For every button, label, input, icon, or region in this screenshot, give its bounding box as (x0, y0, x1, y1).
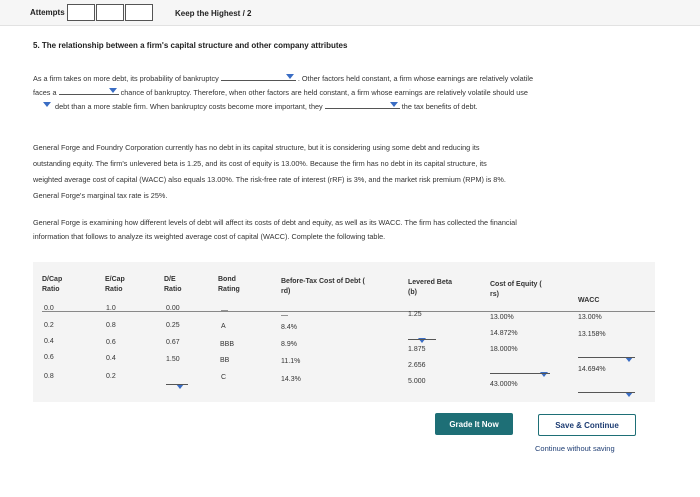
de-ratio-dropdown[interactable] (176, 376, 184, 394)
continue-without-saving-link[interactable]: Continue without saving (535, 444, 615, 453)
header-wacc: WACC (578, 297, 600, 304)
p3-line-2: information that follows to analyze its weighted average cost of capital (WACC). Complete the following table. (33, 232, 386, 241)
p1-text-4: chance of bankruptcy. Therefore, when other factors are held constant, a firm whose earnings are relatively volatile should use (120, 88, 528, 97)
cell-btcd: 8.4% (281, 324, 297, 331)
chevron-down-icon (286, 74, 294, 79)
cell-coe: 43.000% (490, 381, 518, 388)
tax-benefit-dropdown[interactable] (325, 100, 400, 109)
save-and-continue-button[interactable]: Save & Continue (538, 414, 636, 436)
paragraph-1 (33, 72, 663, 114)
header-de: D/E Ratio (164, 276, 182, 293)
cell-coe: 14.872% (490, 330, 518, 337)
p1-text-6: the tax benefits of debt. (401, 102, 478, 111)
question-title: 5. The relationship between a firm's capital structure and other company attributes (33, 41, 348, 50)
cell-bond: BBB (220, 341, 235, 348)
cell-bond: C (221, 374, 227, 381)
answer-underline (166, 384, 188, 385)
cell-dcap: 0.2 (44, 322, 54, 329)
cell-coe: 18.000% (490, 346, 518, 353)
cell-bond: A (221, 323, 226, 330)
cell-btcd: — (281, 312, 288, 319)
answer-underline (490, 373, 550, 374)
bankruptcy-probability-dropdown[interactable] (221, 72, 296, 81)
cell-de: 0.00 (166, 305, 180, 312)
chevron-down-icon (109, 88, 117, 93)
p1-text-3: faces a (33, 88, 57, 97)
header-before-tax-cost: Before-Tax Cost of Debt ( rd) (281, 278, 365, 295)
cell-dcap: 0.4 (44, 338, 54, 345)
p1-text-5: debt than a more stable firm. When bankruptcy costs become more important, they (55, 102, 323, 111)
cell-ecap: 1.0 (106, 305, 116, 312)
header-levered-beta: Levered Beta (b) (408, 279, 452, 296)
cell-btcd: 11.1% (281, 358, 301, 365)
volatile-chance-dropdown[interactable] (59, 86, 119, 95)
cell-ecap: 0.8 (106, 322, 116, 329)
cell-ecap: 0.4 (106, 355, 116, 362)
p2-line-1: General Forge and Foundry Corporation currently has no debt in its capital structure, but it is considering using some debt and reducing its (33, 143, 480, 152)
p2-line-3: weighted average cost of capital (WACC) also equals 13.00%. The risk-free rate of interest (rRF) is 3%, and the market risk premium (RPM) is 8%. (33, 175, 506, 184)
answer-underline (578, 357, 635, 358)
debt-amount-dropdown[interactable] (33, 100, 53, 109)
cell-wacc: 14.694% (578, 366, 606, 373)
wacc-dropdown-1[interactable] (625, 349, 633, 367)
keep-highest-label: Keep the Highest / 2 (175, 9, 252, 18)
paragraph-2 (33, 140, 663, 204)
header-ecap: E/Cap Ratio (105, 276, 125, 293)
p3-line-1: General Forge is examining how different levels of debt will affect its costs of debt and equity, as well as its WACC. The firm has collected the financial (33, 218, 517, 227)
p2-line-4: General Forge's marginal tax rate is 25%. (33, 191, 168, 200)
cell-beta: 1.875 (408, 346, 426, 353)
grade-it-now-button[interactable]: Grade It Now (435, 413, 513, 435)
cell-bond: — (221, 307, 228, 314)
attempts-label: Attempts (30, 8, 65, 17)
cell-de: 0.25 (166, 322, 180, 329)
header-divider (42, 311, 655, 312)
cell-de: 0.67 (166, 339, 180, 346)
header-bond: Bond Rating (218, 276, 240, 293)
chevron-down-icon (390, 102, 398, 107)
cell-dcap: 0.0 (44, 305, 54, 312)
p1-text-1: As a firm takes on more debt, its probability of bankruptcy (33, 74, 219, 83)
attempt-box-3 (125, 4, 153, 21)
attempt-box-2 (96, 4, 124, 21)
cell-beta: 1.25 (408, 311, 422, 318)
header-dcap: D/Cap Ratio (42, 276, 63, 293)
wacc-dropdown-2[interactable] (625, 384, 633, 402)
cell-btcd: 14.3% (281, 376, 301, 383)
cell-wacc: 13.00% (578, 314, 602, 321)
cell-beta: 2.656 (408, 362, 426, 369)
cell-beta: 5.000 (408, 378, 426, 385)
cell-de: 1.50 (166, 356, 180, 363)
cell-btcd: 8.9% (281, 341, 297, 348)
cell-dcap: 0.6 (44, 354, 54, 361)
chevron-down-icon (43, 102, 51, 107)
answer-underline (578, 392, 635, 393)
p1-text-2: . Other factors held constant, a firm whose earnings are relatively volatile (297, 74, 534, 83)
cell-dcap: 0.8 (44, 373, 54, 380)
cell-wacc: 13.158% (578, 331, 606, 338)
cell-ecap: 0.2 (106, 373, 116, 380)
cell-bond: BB (220, 357, 230, 364)
attempt-box-1 (67, 4, 95, 21)
cell-ecap: 0.6 (106, 339, 116, 346)
answer-underline (408, 339, 436, 340)
cell-coe: 13.00% (490, 314, 514, 321)
paragraph-3 (33, 216, 663, 244)
header-cost-of-equity: Cost of Equity ( rs) (490, 281, 542, 298)
p2-line-2: outstanding equity. The firm's unlevered beta is 1.25, and its cost of equity is 13.00%. Because the firm has no debt in its capital structure, its (33, 159, 487, 168)
